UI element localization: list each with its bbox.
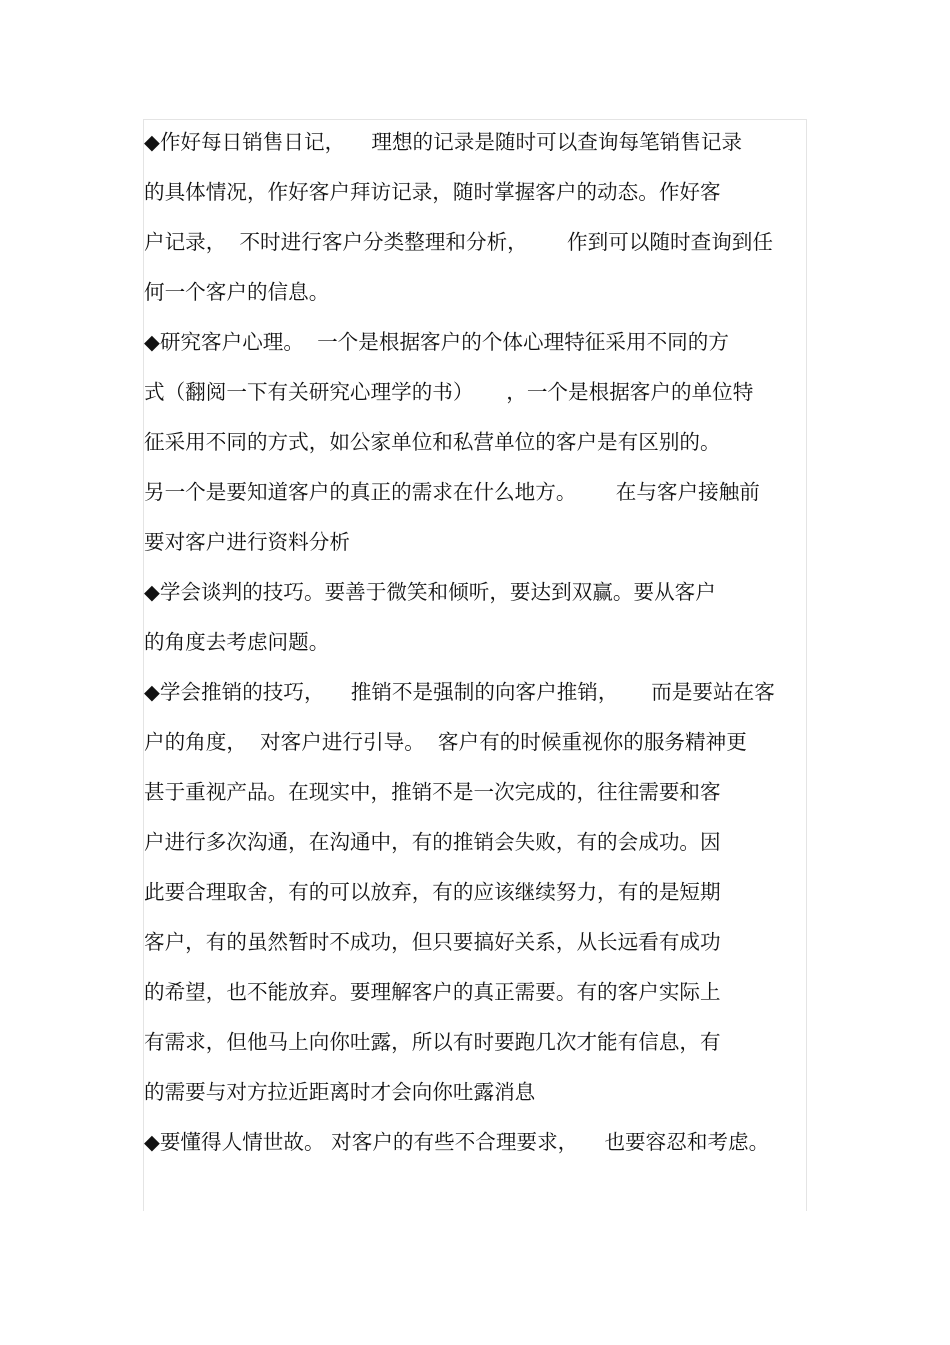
text-line: ◆要懂得人情世故。 对客户的有些不合理要求， 也要容忍和考虑。: [144, 1130, 770, 1154]
text-line: 户记录， 不时进行客户分类整理和分析， 作到可以随时查询到任: [144, 230, 773, 254]
text-line: 此要合理取舍，有的可以放弃，有的应该继续努力，有的是短期: [144, 880, 721, 904]
text-line: 要对客户进行资料分析: [144, 530, 350, 554]
text-line: 有需求，但他马上向你吐露，所以有时要跑几次才能有信息，有: [144, 1030, 721, 1054]
text-line: 的具体情况，作好客户拜访记录，随时掌握客户的动态。作好客: [144, 180, 721, 204]
text-line: 户进行多次沟通，在沟通中，有的推销会失败，有的会成功。因: [144, 830, 721, 854]
text-line: 户的角度， 对客户进行引导。 客户有的时候重视你的服务精神更: [144, 730, 747, 754]
text-line: ◆学会推销的技巧， 推销不是强制的向客户推销， 而是要站在客: [144, 680, 775, 704]
text-line: ◆研究客户心理。 一个是根据客户的个体心理特征采用不同的方: [144, 330, 729, 354]
text-line: 的需要与对方拉近距离时才会向你吐露消息: [144, 1080, 536, 1104]
text-line: 何一个客户的信息。: [144, 280, 330, 304]
text-line: 客户，有的虽然暂时不成功，但只要搞好关系，从长远看有成功: [144, 930, 721, 954]
text-line: ◆学会谈判的技巧。要善于微笑和倾听，要达到双赢。要从客户: [144, 580, 716, 604]
text-line: 式（翻阅一下有关研究心理学的书） ，一个是根据客户的单位特: [144, 380, 754, 404]
text-line: 征采用不同的方式，如公家单位和私营单位的客户是有区别的。: [144, 430, 721, 454]
text-line: 的角度去考虑问题。: [144, 630, 330, 654]
text-line: ◆作好每日销售日记， 理想的记录是随时可以查询每笔销售记录: [144, 130, 743, 154]
text-line: 的希望，也不能放弃。要理解客户的真正需要。有的客户实际上: [144, 980, 721, 1004]
document-body: [144, 124, 824, 1174]
text-line: 另一个是要知道客户的真正的需求在什么地方。 在与客户接触前: [144, 480, 760, 504]
text-line: 甚于重视产品。在现实中，推销不是一次完成的，往往需要和客: [144, 780, 721, 804]
